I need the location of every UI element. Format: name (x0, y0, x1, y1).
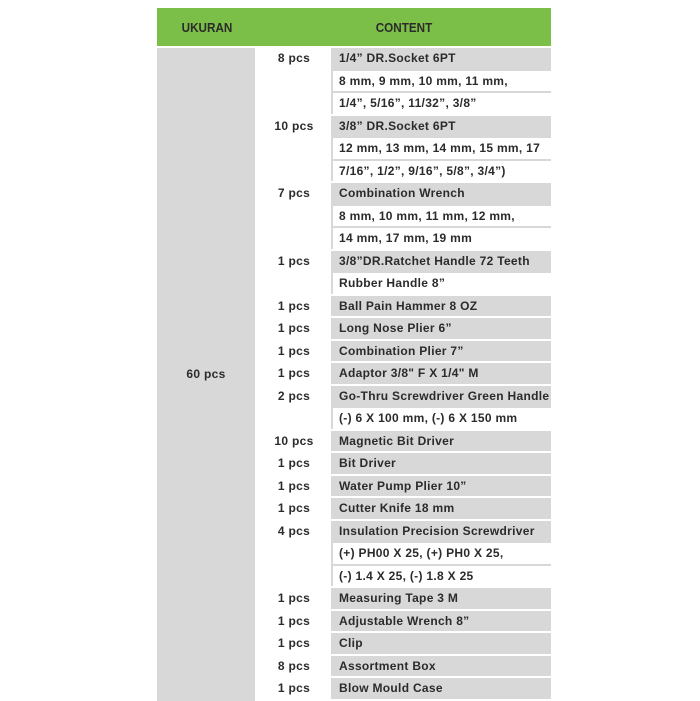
qty-value: 1 pcs (277, 321, 311, 335)
item-name: Combination Wrench (333, 183, 551, 206)
item-name: Adjustable Wrench 8” (333, 611, 551, 632)
content-cell (333, 498, 551, 519)
item-name: Measuring Tape 3 M (333, 588, 551, 609)
table-row (257, 251, 551, 296)
item-name: Cutter Knife 18 mm (333, 498, 551, 519)
qty-value: 1 pcs (277, 366, 311, 380)
qty-cell (257, 251, 333, 294)
table-header (157, 8, 551, 48)
qty-value: 8 pcs (277, 51, 311, 65)
content-cell (333, 633, 551, 654)
qty-value: 1 pcs (277, 298, 311, 313)
qty-cell (257, 318, 333, 339)
header-ukuran: UKURAN (181, 19, 233, 35)
content-cell (333, 48, 551, 114)
item-name: Insulation Precision Screwdriver (333, 521, 551, 544)
item-detail: 14 mm, 17 mm, 19 mm (333, 228, 551, 249)
qty-value: 4 pcs (277, 523, 311, 538)
qty-cell (257, 611, 333, 632)
content-cell (333, 116, 551, 182)
header-content: CONTENT (375, 19, 433, 35)
qty-value: 1 pcs (277, 613, 311, 628)
content-cell (333, 453, 551, 474)
qty-cell (257, 431, 333, 452)
item-name: Blow Mould Case (333, 678, 551, 699)
qty-cell (257, 363, 333, 384)
item-name: Long Nose Plier 6” (333, 318, 551, 339)
table-row (257, 521, 551, 589)
item-detail: 8 mm, 9 mm, 10 mm, 11 mm, (333, 71, 551, 94)
qty-cell (257, 656, 333, 677)
qty-value: 1 pcs (277, 478, 311, 493)
item-detail: (+) PH00 X 25, (+) PH0 X 25, (333, 543, 551, 566)
qty-cell (257, 183, 333, 249)
item-detail: 1/4”, 5/16”, 11/32”, 3/8” (333, 93, 551, 114)
content-cell (333, 611, 551, 632)
qty-value: 8 pcs (277, 658, 311, 673)
item-name: Adaptor 3/8" F X 1/4" M (333, 363, 551, 384)
item-detail: (-) 6 X 100 mm, (-) 6 X 150 mm (333, 408, 551, 429)
table-row (257, 48, 551, 116)
qty-cell (257, 453, 333, 474)
ukuran-cell (157, 48, 257, 701)
table-row (257, 431, 551, 454)
table-row (257, 116, 551, 184)
content-cell (333, 476, 551, 497)
table-row (257, 318, 551, 341)
qty-value: 1 pcs (277, 591, 311, 605)
content-cell (333, 521, 551, 587)
qty-value: 10 pcs (274, 118, 314, 133)
table-row (257, 476, 551, 499)
table-row (257, 183, 551, 251)
item-name: Bit Driver (333, 453, 551, 474)
qty-value: 1 pcs (277, 456, 311, 470)
qty-value: 1 pcs (277, 343, 311, 358)
item-name: 3/8”DR.Ratchet Handle 72 Teeth (333, 251, 551, 274)
item-detail: 12 mm, 13 mm, 14 mm, 15 mm, 17 (333, 138, 551, 161)
qty-cell (257, 296, 333, 317)
table-row (257, 633, 551, 656)
table-row (257, 341, 551, 364)
item-detail: 8 mm, 10 mm, 11 mm, 12 mm, (333, 206, 551, 229)
table-row (257, 656, 551, 679)
qty-cell (257, 633, 333, 654)
item-name: Water Pump Plier 10” (333, 476, 551, 497)
content-cell (333, 386, 551, 429)
qty-cell (257, 341, 333, 362)
content-cell (333, 431, 551, 452)
item-name: Assortment Box (333, 656, 551, 677)
content-cell (333, 296, 551, 317)
table-row (257, 386, 551, 431)
item-name: 1/4” DR.Socket 6PT (333, 48, 551, 71)
item-name: Go-Thru Screwdriver Green Handle (333, 386, 551, 409)
item-name: 3/8” DR.Socket 6PT (333, 116, 551, 139)
qty-cell (257, 678, 333, 699)
qty-cell (257, 386, 333, 429)
qty-value: 1 pcs (277, 681, 311, 695)
table-row (257, 296, 551, 319)
qty-value: 1 pcs (277, 253, 311, 268)
table-row (257, 678, 551, 701)
content-rows (257, 48, 551, 701)
item-name: Ball Pain Hammer 8 OZ (333, 296, 551, 317)
spec-table (157, 8, 551, 701)
qty-cell (257, 588, 333, 609)
qty-cell (257, 498, 333, 519)
content-cell (333, 341, 551, 362)
item-name: Magnetic Bit Driver (333, 431, 551, 452)
item-name: Combination Plier 7” (333, 341, 551, 362)
item-name: Clip (333, 633, 551, 654)
qty-value: 7 pcs (277, 186, 311, 200)
qty-cell (257, 476, 333, 497)
content-cell (333, 588, 551, 609)
content-cell (333, 318, 551, 339)
table-row (257, 611, 551, 634)
content-cell (333, 656, 551, 677)
content-cell (333, 678, 551, 699)
qty-cell (257, 48, 333, 114)
content-cell (333, 183, 551, 249)
item-detail: (-) 1.4 X 25, (-) 1.8 X 25 (333, 566, 551, 587)
qty-cell (257, 521, 333, 587)
table-row (257, 453, 551, 476)
qty-value: 10 pcs (274, 433, 314, 448)
qty-cell (257, 116, 333, 182)
table-body (157, 48, 551, 701)
qty-value: 2 pcs (277, 388, 311, 403)
item-detail: Rubber Handle 8” (333, 273, 551, 294)
ukuran-value: 60 pcs (186, 367, 226, 382)
content-cell (333, 251, 551, 294)
qty-value: 1 pcs (277, 501, 311, 515)
item-detail: 7/16”, 1/2”, 9/16”, 5/8”, 3/4”) (333, 161, 551, 182)
table-row (257, 588, 551, 611)
table-row (257, 363, 551, 386)
table-row (257, 498, 551, 521)
qty-value: 1 pcs (277, 636, 311, 650)
content-cell (333, 363, 551, 384)
